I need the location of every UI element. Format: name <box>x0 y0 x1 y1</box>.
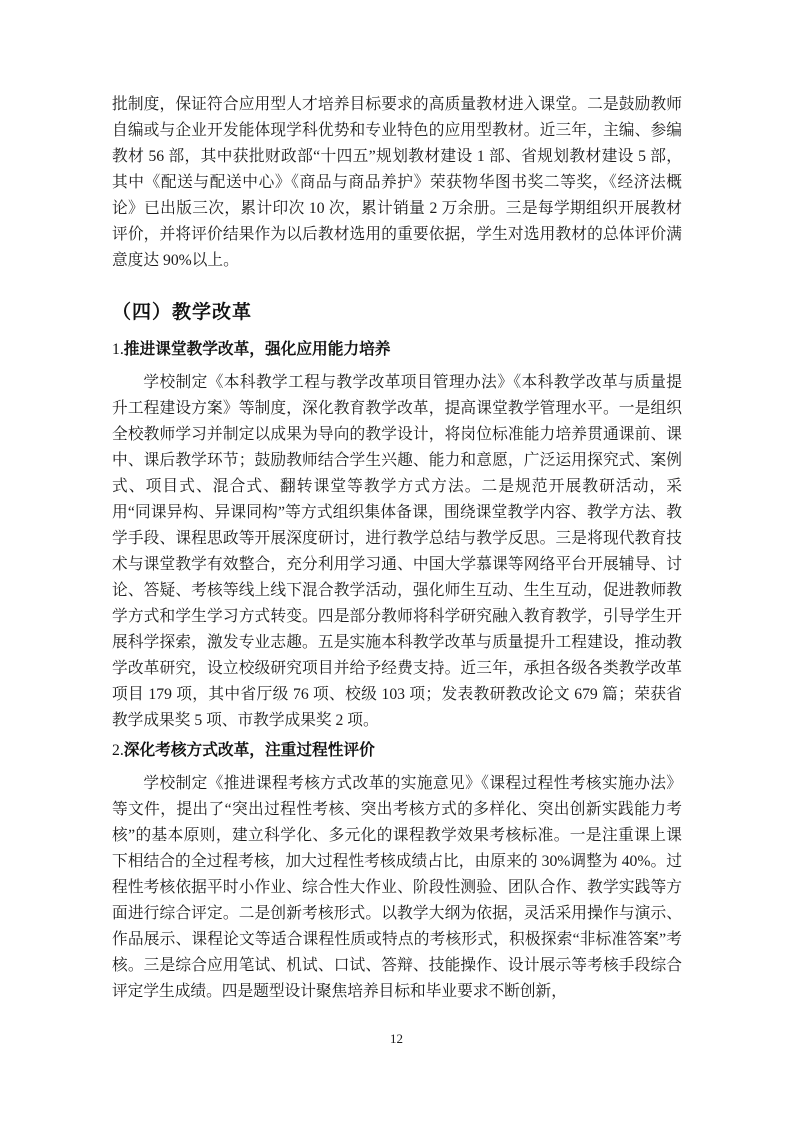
page-body <box>112 92 682 1005</box>
subsection-2-title: 深化考核方式改革，注重过程性评价 <box>123 742 375 759</box>
paragraph-assessment-reform: 学校制定《推进课程考核方式改革的实施意见》《课程过程性考核实施办法》等文件，提出了“突出过程性考核、突出考核方式的多样化、突出创新实践能力考核”的基本原则，建立科学化、多元化的课程教学效果考核标准。一是注重课上课下相结合的全过程考核，加大过程性考核成绩占比，由原来的 30%调整为 40%。过程性考核依据平时小作业、综合性大作业、阶段性测验、团队合作、教学实践等方面进行综合评定。二是创新考核形式。以教学大纲为依据，灵活采用操作与演示、作品展示、课程论文等适合课程性质或特点的考核形式，积极探索“非标准答案”考核。三是综合应用笔试、机试、口试、答辩、技能操作、设计展示等考核手段综合评定学生成绩。四是题型设计聚焦培养目标和毕业要求不断创新， <box>112 775 682 1000</box>
subsection-1-title: 推进课堂教学改革，强化应用能力培养 <box>123 341 391 358</box>
subsection-heading-2 <box>112 739 682 762</box>
section-heading-teaching-reform: （四）教学改革 <box>112 302 253 323</box>
paragraph-classroom-reform: 学校制定《本科教学工程与教学改革项目管理办法》《本科教学改革与质量提升工程建设方案》等制度，深化教育教学改革，提高课堂教学管理水平。一是组织全校教师学习并制定以成果为导向的教学设计，将岗位标准能力培养贯通课前、课中、课后教学环节；鼓励教师结合学生兴趣、能力和意愿，广泛运用探究式、案例式、项目式、混合式、翻转课堂等教学方式方法。二是规范开展教研活动，采用“同课异构、异课同构”等方式组织集体备课，围绕课堂教学内容、教学方法、教学手段、课程思政等开展深度研讨，进行教学总结与教学反思。三是将现代教育技术与课堂教学有效整合，充分利用学习通、中国大学慕课等网络平台开展辅导、讨论、答疑、考核等线上线下混合教学活动，强化师生互动、生生互动，促进教师教学方式和学生学习方式转变。四是部分教师将科学研究融入教育教学，引导学生开展科学探索，激发专业志趣。五是实施本科教学改革与质量提升工程建设，推动教学改革研究，设立校级研究项目并给予经费支持。近三年，承担各级各类教学改革项目 179 项，其中省厅级 76 项、校级 103 项；发表教研教改论文 679 篇；荣获省教学成果奖 5 项、市教学成果奖 2 项。 <box>112 374 682 729</box>
subsection-1-number: 1. <box>112 341 124 358</box>
subsection-heading-1 <box>112 338 682 361</box>
page-number: 12 <box>390 1031 403 1046</box>
paragraph-textbook: 批制度，保证符合应用型人才培养目标要求的高质量教材进入课堂。二是鼓励教师自编或与企业开发能体现学科优势和专业特色的应用型教材。近三年，主编、参编教材 56 部，其中获批财政部“十四五”规划教材建设 1 部、省规划教材建设 5 部，其中《配送与配送中心》《商品与商品养护》荣获物华图书奖二等奖，《经济法概论》已出版三次，累计印次 10 次，累计销量 2 万余册。三是每学期组织开展教材评价，并将评价结果作为以后教材选用的重要依据，学生对选用教材的总体评价满意度达 90%以上。 <box>112 96 682 269</box>
subsection-2-number: 2. <box>112 742 124 759</box>
